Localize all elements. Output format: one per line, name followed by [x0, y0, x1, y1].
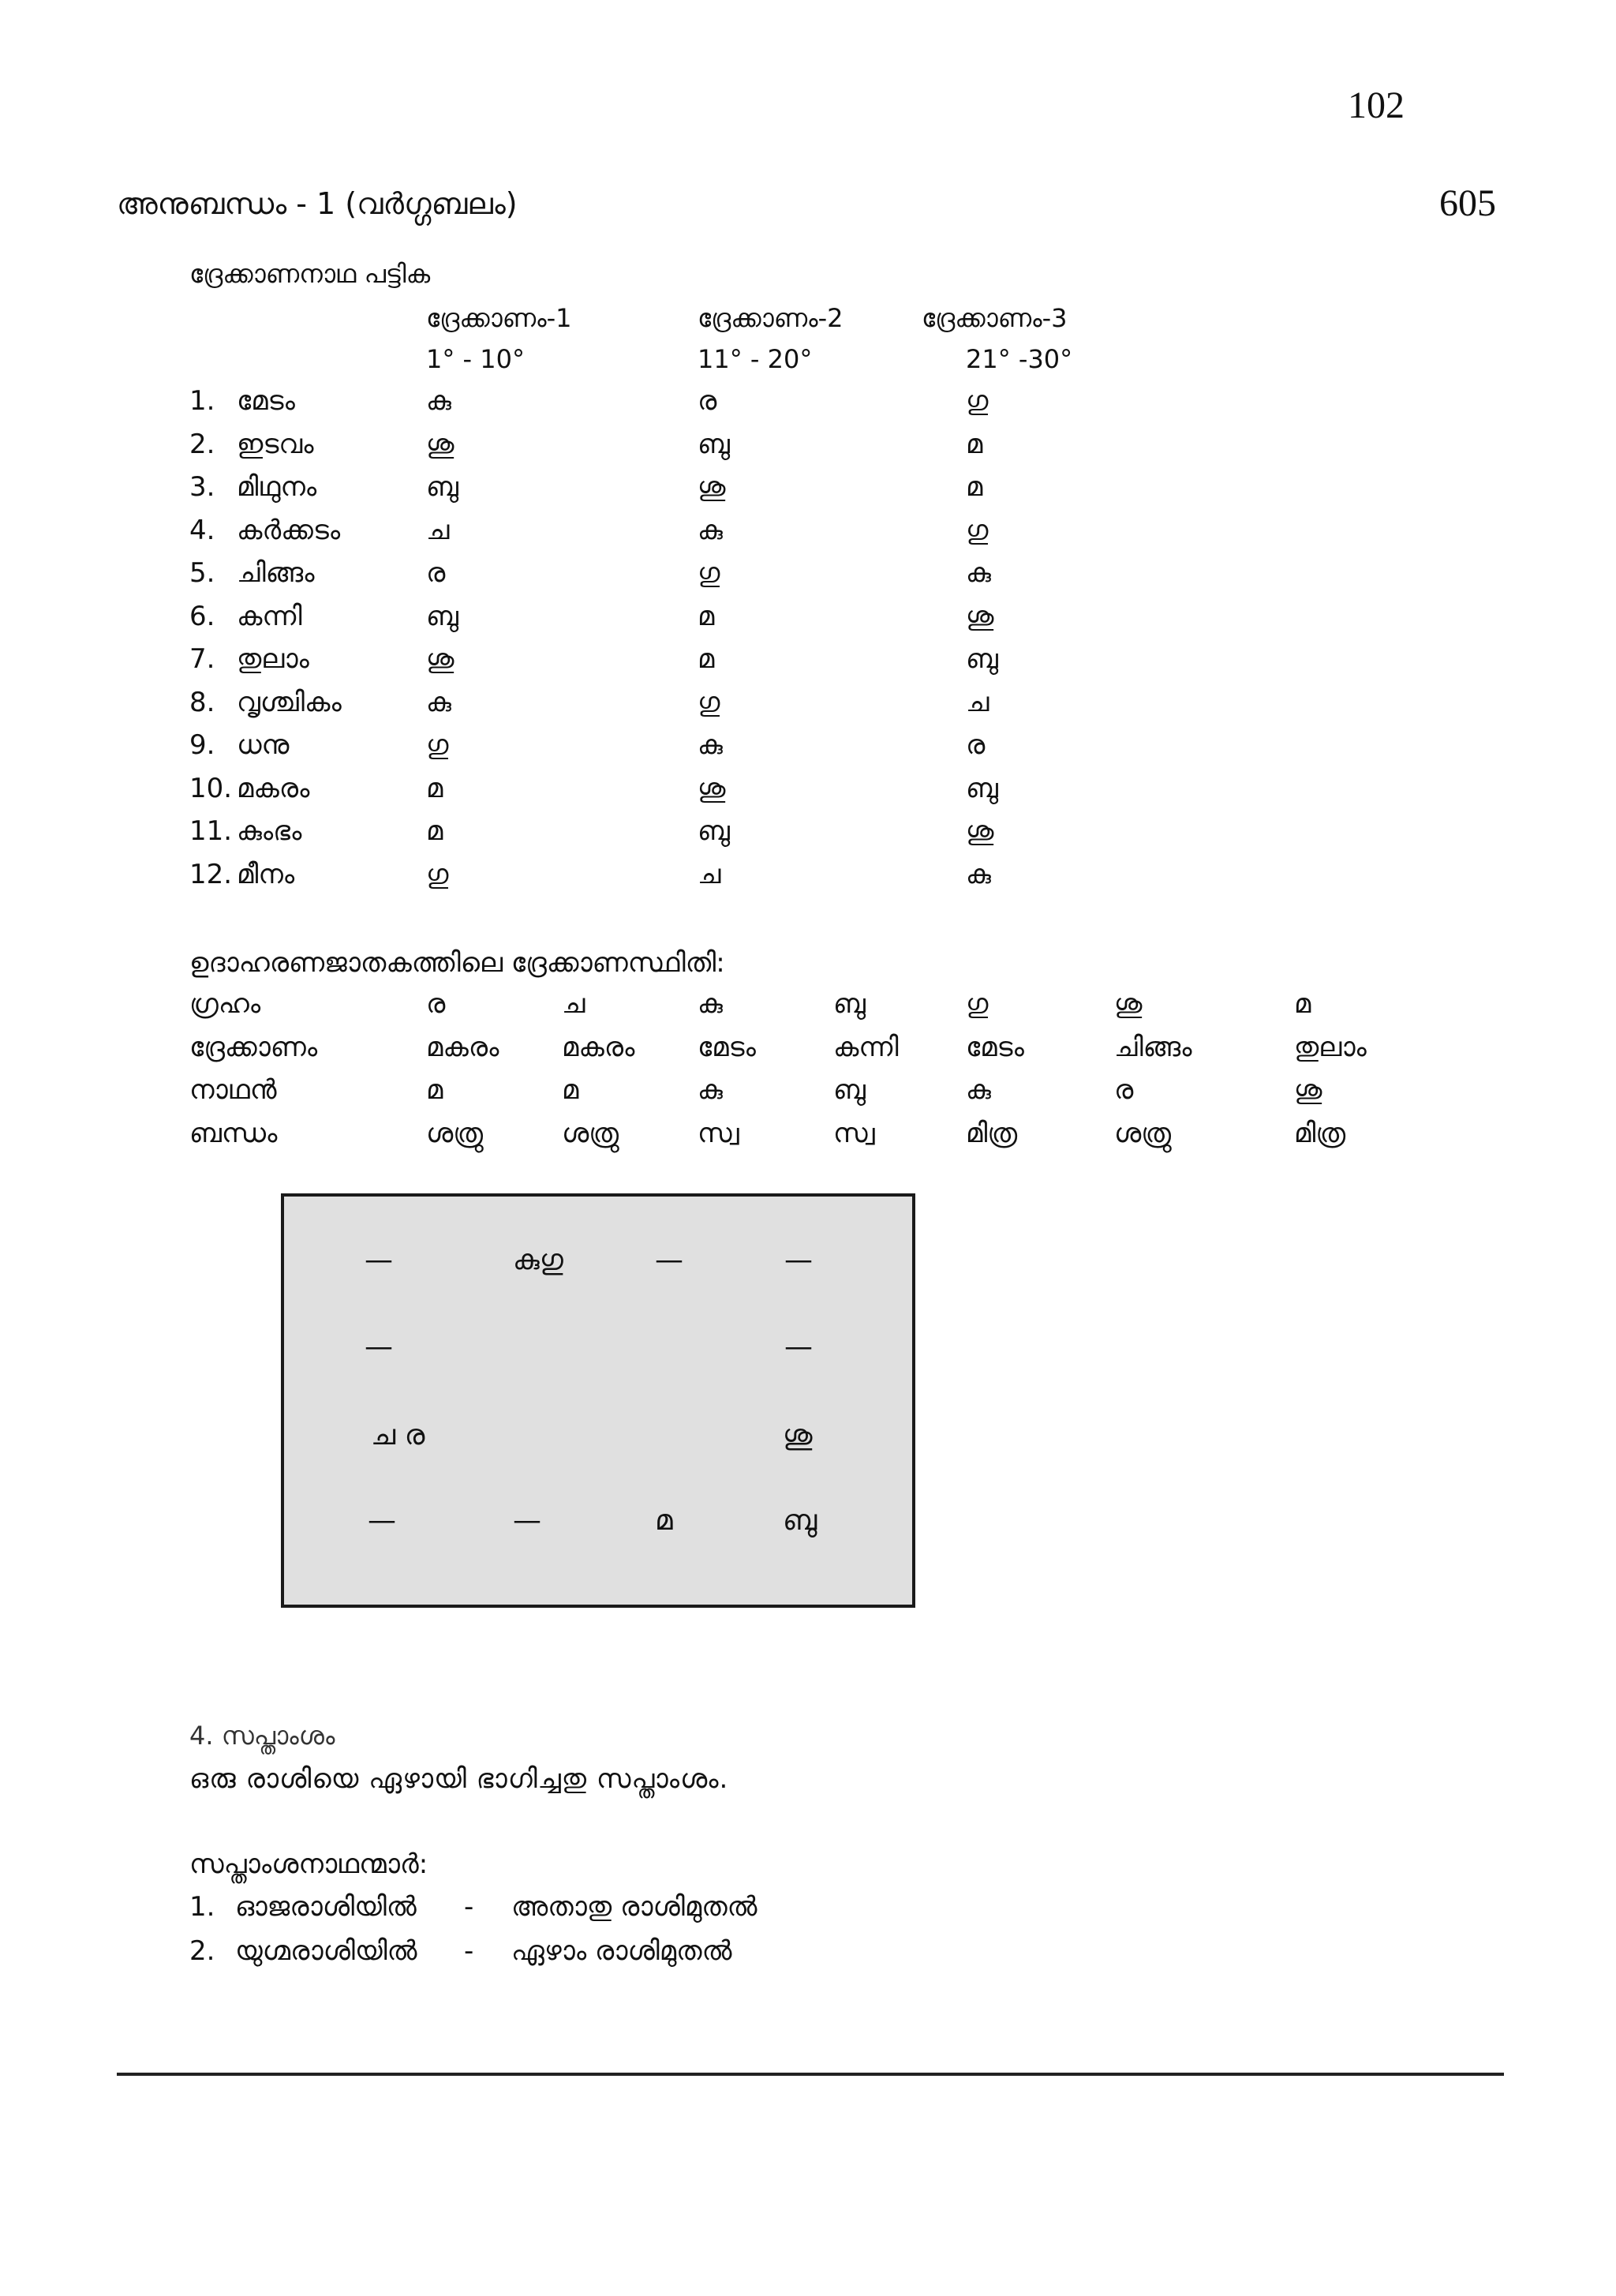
lord-d2: കു: [698, 729, 723, 761]
cell: മ: [562, 1074, 579, 1106]
list-value: ഏഴാം രാശിമുതൽ: [511, 1935, 732, 1967]
lord-d2: ബു: [698, 428, 730, 460]
cell: ഗു: [966, 988, 989, 1020]
lord-d3: ശു: [966, 600, 994, 632]
footer-rule: [117, 2073, 1504, 2076]
lord-d2: കു: [698, 514, 723, 546]
cell: കു: [698, 1074, 723, 1106]
lord-d2: ഗു: [698, 557, 720, 589]
column-range-2: 11° - 20°: [698, 344, 813, 374]
chart-cell: —: [365, 1244, 393, 1276]
sign-name: കുംഭം: [237, 815, 302, 847]
sign-name: ധനു: [237, 729, 290, 761]
cell: ര: [426, 988, 446, 1020]
cell: ച: [562, 988, 585, 1020]
cell: കു: [966, 1074, 991, 1106]
list-number: 1.: [189, 1891, 215, 1923]
chapter-header: അനുബന്ധം - 1 (വർഗ്ഗബലം): [117, 186, 518, 221]
cell: ശു: [1114, 988, 1143, 1020]
sign-name: ഇടവം: [237, 428, 314, 460]
lord-d1: ശു: [426, 643, 454, 675]
sign-name: വൃശ്ചികം: [237, 686, 342, 718]
row-number: 9.: [189, 729, 215, 761]
cell: ശു: [1294, 1074, 1322, 1106]
lords-list: [189, 1891, 906, 1980]
lord-d3: ബു: [966, 772, 998, 804]
list-label: യുഗ്മരാശിയിൽ: [235, 1935, 417, 1967]
lord-d1: ശു: [426, 428, 454, 460]
lord-d1: കു: [426, 385, 451, 417]
cell: മ: [426, 1074, 443, 1106]
cell: മേടം: [698, 1031, 756, 1063]
lord-d1: ച: [426, 514, 450, 546]
chart-cell: ശു: [783, 1419, 813, 1451]
sign-name: മീനം: [237, 858, 295, 890]
cell: ശത്രു: [562, 1117, 619, 1149]
row-label: ഗ്രഹം: [189, 988, 261, 1020]
cell: ബു: [833, 1074, 866, 1106]
row-number: 7.: [189, 643, 215, 675]
lord-d1: ഗു: [426, 858, 449, 890]
sign-name: തുലാം: [237, 643, 309, 675]
lord-d2: ര: [698, 385, 717, 417]
row-number: 2.: [189, 428, 215, 460]
example-title: ഉദാഹരണജാതകത്തിലെ ദ്രേക്കാണസ്ഥിതി:: [189, 947, 725, 979]
lord-d3: ച: [966, 686, 989, 718]
lord-d2: ബു: [698, 815, 730, 847]
column-header-2: ദ്രേക്കാണം-2: [698, 303, 844, 333]
lord-d3: ബു: [966, 643, 998, 675]
row-number: 10.: [189, 772, 233, 804]
drekkana-table: [189, 385, 1124, 901]
list-label: ഓജരാശിയിൽ: [235, 1891, 417, 1923]
sign-name: മകരം: [237, 772, 310, 804]
lord-d2: ച: [698, 858, 721, 890]
lord-d3: ശു: [966, 815, 994, 847]
lord-d3: ര: [966, 729, 986, 761]
chart-cell: മ: [655, 1504, 673, 1537]
column-header-1: ദ്രേക്കാണം-1: [426, 303, 572, 333]
cell: ശത്രു: [426, 1117, 484, 1149]
page-number-top: 102: [1348, 84, 1405, 126]
row-number: 6.: [189, 600, 215, 632]
drekkana-chart-box: [281, 1193, 915, 1608]
row-label: നാഥൻ: [189, 1074, 277, 1106]
sign-name: കർക്കടം: [237, 514, 341, 546]
lord-d1: ഗു: [426, 729, 449, 761]
cell: സ്വ: [698, 1117, 739, 1149]
row-label: ബന്ധം: [189, 1117, 278, 1149]
sign-name: മേടം: [237, 385, 295, 417]
cell: സ്വ: [833, 1117, 875, 1149]
chart-cell: —: [655, 1244, 683, 1276]
cell: മിത്ര: [966, 1117, 1018, 1149]
cell: ശത്രു: [1114, 1117, 1172, 1149]
lord-d3: മ: [966, 471, 983, 503]
column-header-3: ദ്രേക്കാണം-3: [922, 303, 1068, 333]
chart-cell: —: [513, 1504, 541, 1537]
list-value: അതാതു രാശിമുതൽ: [511, 1891, 758, 1923]
lord-d3: ഗു: [966, 514, 989, 546]
lord-d1: ബു: [426, 471, 458, 503]
cell: കു: [698, 988, 723, 1020]
cell: ര: [1114, 1074, 1134, 1106]
cell: തുലാം: [1294, 1031, 1367, 1063]
section-definition: ഒരു രാശിയെ ഏഴായി ഭാഗിച്ചതു സപ്താംശം.: [189, 1763, 729, 1795]
list-number: 2.: [189, 1935, 215, 1967]
cell: മ: [1294, 988, 1311, 1020]
sign-name: ചിങ്ങം: [237, 557, 315, 589]
list-dash: -: [464, 1891, 474, 1923]
row-number: 4.: [189, 514, 215, 546]
sign-name: കന്നി: [237, 600, 302, 632]
table-title: ദ്രേക്കാണനാഥ പട്ടിക: [189, 259, 431, 289]
lord-d1: ബു: [426, 600, 458, 632]
example-table: [189, 988, 1405, 1160]
row-number: 8.: [189, 686, 215, 718]
lord-d3: മ: [966, 428, 983, 460]
cell: കന്നി: [833, 1031, 899, 1063]
lord-d1: ര: [426, 557, 446, 589]
chart-cell: —: [365, 1331, 393, 1363]
row-label: ദ്രേക്കാണം: [189, 1031, 318, 1063]
chart-cell: —: [784, 1331, 813, 1363]
sign-name: മിഥുനം: [237, 471, 317, 503]
cell: ചിങ്ങം: [1114, 1031, 1192, 1063]
chart-cell: —: [368, 1504, 396, 1537]
lord-d3: കു: [966, 858, 991, 890]
lord-d2: ശു: [698, 471, 726, 503]
cell: മിത്ര: [1294, 1117, 1346, 1149]
cell: മകരം: [426, 1031, 499, 1063]
chart-cell: —: [784, 1244, 813, 1276]
row-number: 12.: [189, 858, 233, 890]
column-range-3: 21° -30°: [966, 344, 1073, 374]
row-number: 11.: [189, 815, 233, 847]
lord-d2: മ: [698, 643, 715, 675]
lord-d3: കു: [966, 557, 991, 589]
lord-d2: ശു: [698, 772, 726, 804]
list-dash: -: [464, 1935, 474, 1967]
lords-title: സപ്താംശനാഥന്മാർ:: [189, 1848, 428, 1880]
page-number-side: 605: [1439, 182, 1496, 224]
cell: മകരം: [562, 1031, 635, 1063]
lord-d1: മ: [426, 815, 443, 847]
cell: മേടം: [966, 1031, 1024, 1063]
column-range-1: 1° - 10°: [426, 344, 525, 374]
lord-d2: മ: [698, 600, 715, 632]
lord-d3: ഗു: [966, 385, 989, 417]
section-heading: 4. സപ്താംശം: [189, 1721, 335, 1751]
row-number: 3.: [189, 471, 215, 503]
cell: ബു: [833, 988, 866, 1020]
row-number: 5.: [189, 557, 215, 589]
chart-cell: ബു: [783, 1504, 817, 1537]
lord-d1: മ: [426, 772, 443, 804]
chart-cell: കുഗു: [513, 1244, 563, 1276]
row-number: 1.: [189, 385, 215, 417]
lord-d1: കു: [426, 686, 451, 718]
lord-d2: ഗു: [698, 686, 720, 718]
chart-cell: ച ര: [371, 1419, 425, 1451]
